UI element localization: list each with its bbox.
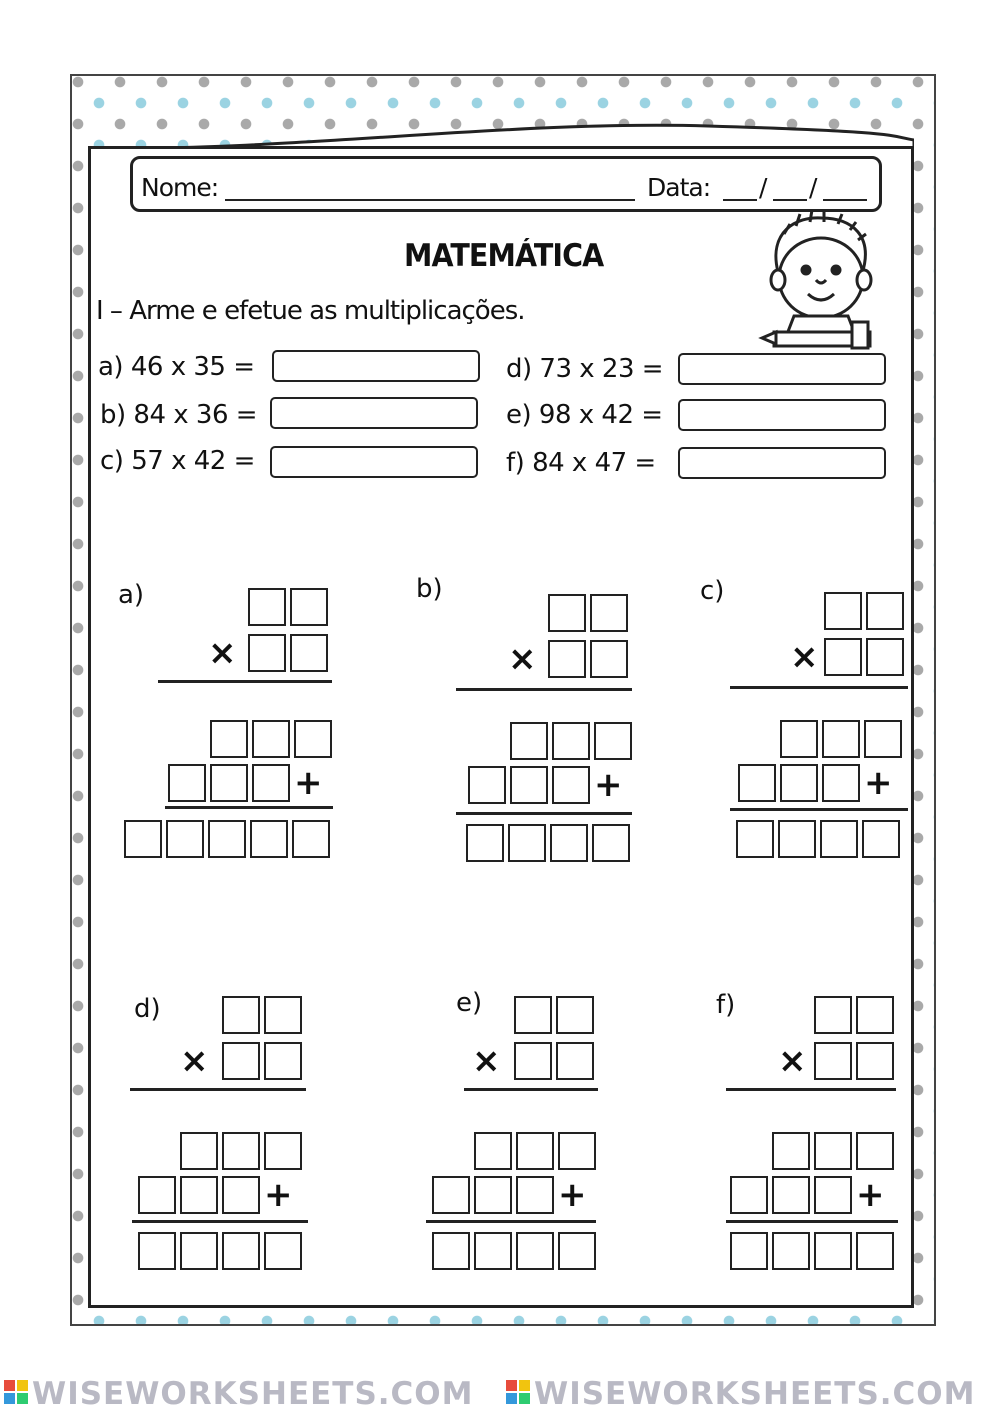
grid-label: c)	[700, 576, 725, 606]
digit-cell[interactable]	[210, 720, 248, 758]
date-separator: /	[759, 173, 767, 202]
times-sign: ×	[472, 1041, 501, 1081]
digit-cell[interactable]	[862, 820, 900, 858]
digit-cell[interactable]	[548, 640, 586, 678]
problem-b	[100, 400, 257, 430]
nome-input-line[interactable]	[225, 199, 635, 201]
digit-cell[interactable]	[290, 588, 328, 626]
digit-cell[interactable]	[814, 1132, 852, 1170]
digit-cell[interactable]	[866, 592, 904, 630]
digit-cell[interactable]	[290, 634, 328, 672]
digit-cell[interactable]	[814, 996, 852, 1034]
plus-sign: +	[856, 1175, 885, 1215]
digit-cell[interactable]	[252, 764, 290, 802]
instruction-text: I – Arme e efetue as multiplicações.	[96, 296, 525, 326]
digit-cell[interactable]	[594, 722, 632, 760]
problem-label: a)	[98, 352, 124, 382]
sum-line	[165, 806, 333, 809]
digit-cell[interactable]	[814, 1176, 852, 1214]
problem-label: e)	[506, 400, 532, 430]
digit-cell[interactable]	[222, 1132, 260, 1170]
plus-sign: +	[558, 1175, 587, 1215]
digit-cell[interactable]	[552, 722, 590, 760]
result-line	[158, 680, 332, 683]
answer-box-e[interactable]	[678, 399, 886, 431]
digit-cell[interactable]	[822, 720, 860, 758]
sum-line	[730, 808, 908, 811]
digit-cell[interactable]	[510, 722, 548, 760]
problem-c	[100, 446, 255, 476]
digit-cell[interactable]	[222, 1176, 260, 1214]
digit-cell[interactable]	[252, 720, 290, 758]
grid-label: e)	[456, 988, 483, 1018]
digit-cell[interactable]	[820, 820, 858, 858]
date-month-line[interactable]	[773, 199, 807, 201]
problem-expression: 84 x 47 =	[532, 448, 656, 478]
problem-label: d)	[506, 354, 532, 384]
wiseworksheets-logo-icon	[506, 1380, 530, 1404]
result-line	[130, 1088, 306, 1091]
digit-cell[interactable]	[508, 824, 546, 862]
digit-cell[interactable]	[866, 638, 904, 676]
times-sign: ×	[180, 1041, 209, 1081]
digit-cell[interactable]	[856, 1232, 894, 1270]
grid-label: a)	[118, 580, 145, 610]
sum-line	[426, 1220, 596, 1223]
digit-cell[interactable]	[180, 1132, 218, 1170]
digit-cell[interactable]	[138, 1232, 176, 1270]
digit-cell[interactable]	[814, 1232, 852, 1270]
digit-cell[interactable]	[778, 820, 816, 858]
digit-cell[interactable]	[592, 824, 630, 862]
digit-cell[interactable]	[772, 1132, 810, 1170]
sum-line	[456, 812, 632, 815]
problem-d	[506, 354, 663, 384]
digit-cell[interactable]	[264, 1232, 302, 1270]
digit-cell[interactable]	[772, 1176, 810, 1214]
problem-expression: 73 x 23 =	[539, 354, 664, 384]
digit-cell[interactable]	[590, 594, 628, 632]
digit-cell[interactable]	[516, 1232, 554, 1270]
answer-box-f[interactable]	[678, 447, 886, 479]
digit-cell[interactable]	[550, 824, 588, 862]
date-year-line[interactable]	[823, 199, 867, 201]
digit-cell[interactable]	[292, 820, 330, 858]
digit-cell[interactable]	[222, 1232, 260, 1270]
digit-cell[interactable]	[474, 1132, 512, 1170]
footer-watermark	[0, 1372, 1000, 1413]
result-line	[464, 1088, 598, 1091]
times-sign: ×	[778, 1041, 807, 1081]
digit-cell[interactable]	[824, 592, 862, 630]
digit-cell[interactable]	[222, 1042, 260, 1080]
student-illustration	[756, 212, 886, 352]
plus-sign: +	[864, 763, 893, 803]
sum-line	[132, 1220, 308, 1223]
digit-cell[interactable]	[738, 764, 776, 802]
problem-expression: 98 x 42 =	[538, 400, 663, 430]
answer-box-b[interactable]	[270, 397, 478, 429]
answer-box-a[interactable]	[272, 350, 480, 382]
digit-cell[interactable]	[730, 1176, 768, 1214]
digit-cell[interactable]	[264, 996, 302, 1034]
page-title: MATEMÁTICA	[404, 238, 604, 274]
problem-label: c)	[100, 446, 124, 476]
digit-cell[interactable]	[856, 1042, 894, 1080]
digit-cell[interactable]	[248, 634, 286, 672]
grid-label: b)	[416, 574, 443, 604]
digit-cell[interactable]	[468, 766, 506, 804]
digit-cell[interactable]	[210, 764, 248, 802]
problem-expression: 57 x 42 =	[131, 446, 255, 476]
digit-cell[interactable]	[780, 764, 818, 802]
digit-cell[interactable]	[556, 1042, 594, 1080]
digit-cell[interactable]	[856, 1132, 894, 1170]
result-line	[456, 688, 632, 691]
digit-cell[interactable]	[822, 764, 860, 802]
result-line	[726, 1088, 896, 1091]
digit-cell[interactable]	[510, 766, 548, 804]
digit-cell[interactable]	[180, 1176, 218, 1214]
problem-label: b)	[100, 400, 126, 430]
problem-label: f)	[506, 448, 525, 478]
answer-box-c[interactable]	[270, 446, 478, 478]
digit-cell[interactable]	[814, 1042, 852, 1080]
digit-cell[interactable]	[780, 720, 818, 758]
wiseworksheets-logo-icon	[4, 1380, 28, 1404]
date-separator: /	[809, 173, 817, 202]
digit-cell[interactable]	[432, 1176, 470, 1214]
digit-cell[interactable]	[250, 820, 288, 858]
nome-label: Nome:	[141, 173, 219, 202]
footer-brand: WISEWORKSHEETS.COM	[534, 1376, 976, 1412]
problem-f	[506, 448, 656, 478]
digit-cell[interactable]	[474, 1232, 512, 1270]
digit-cell[interactable]	[824, 638, 862, 676]
footer-brand: WISEWORKSHEETS.COM	[32, 1376, 474, 1412]
digit-cell[interactable]	[248, 588, 286, 626]
digit-cell[interactable]	[222, 996, 260, 1034]
problem-expression: 46 x 35 =	[130, 352, 255, 382]
date-day-line[interactable]	[723, 199, 757, 201]
digit-cell[interactable]	[590, 640, 628, 678]
problem-expression: 84 x 36 =	[133, 400, 258, 430]
grid-label: f)	[716, 990, 736, 1020]
header-box	[130, 156, 882, 212]
digit-cell[interactable]	[180, 1232, 218, 1270]
data-label: Data:	[647, 173, 711, 202]
plus-sign: +	[264, 1175, 293, 1215]
digit-cell[interactable]	[466, 824, 504, 862]
digit-cell[interactable]	[432, 1232, 470, 1270]
digit-cell[interactable]	[166, 820, 204, 858]
digit-cell[interactable]	[514, 1042, 552, 1080]
digit-cell[interactable]	[558, 1132, 596, 1170]
sum-line	[726, 1220, 898, 1223]
problem-a	[98, 352, 254, 382]
digit-cell[interactable]	[730, 1232, 768, 1270]
digit-cell[interactable]	[556, 996, 594, 1034]
digit-cell[interactable]	[558, 1232, 596, 1270]
problem-e	[506, 400, 663, 430]
digit-cell[interactable]	[736, 820, 774, 858]
digit-cell[interactable]	[264, 1132, 302, 1170]
digit-cell[interactable]	[208, 820, 246, 858]
times-sign: ×	[790, 637, 819, 677]
digit-cell[interactable]	[124, 820, 162, 858]
digit-cell[interactable]	[552, 766, 590, 804]
digit-cell[interactable]	[864, 720, 902, 758]
digit-cell[interactable]	[294, 720, 332, 758]
digit-cell[interactable]	[772, 1232, 810, 1270]
digit-cell[interactable]	[514, 996, 552, 1034]
times-sign: ×	[508, 639, 537, 679]
digit-cell[interactable]	[516, 1132, 554, 1170]
grid-label: d)	[134, 994, 161, 1024]
digit-cell[interactable]	[168, 764, 206, 802]
digit-cell[interactable]	[264, 1042, 302, 1080]
plus-sign: +	[594, 765, 623, 805]
digit-cell[interactable]	[516, 1176, 554, 1214]
times-sign: ×	[208, 633, 237, 673]
digit-cell[interactable]	[548, 594, 586, 632]
plus-sign: +	[294, 763, 323, 803]
result-line	[730, 686, 908, 689]
answer-box-d[interactable]	[678, 353, 886, 385]
digit-cell[interactable]	[138, 1176, 176, 1214]
digit-cell[interactable]	[474, 1176, 512, 1214]
digit-cell[interactable]	[856, 996, 894, 1034]
